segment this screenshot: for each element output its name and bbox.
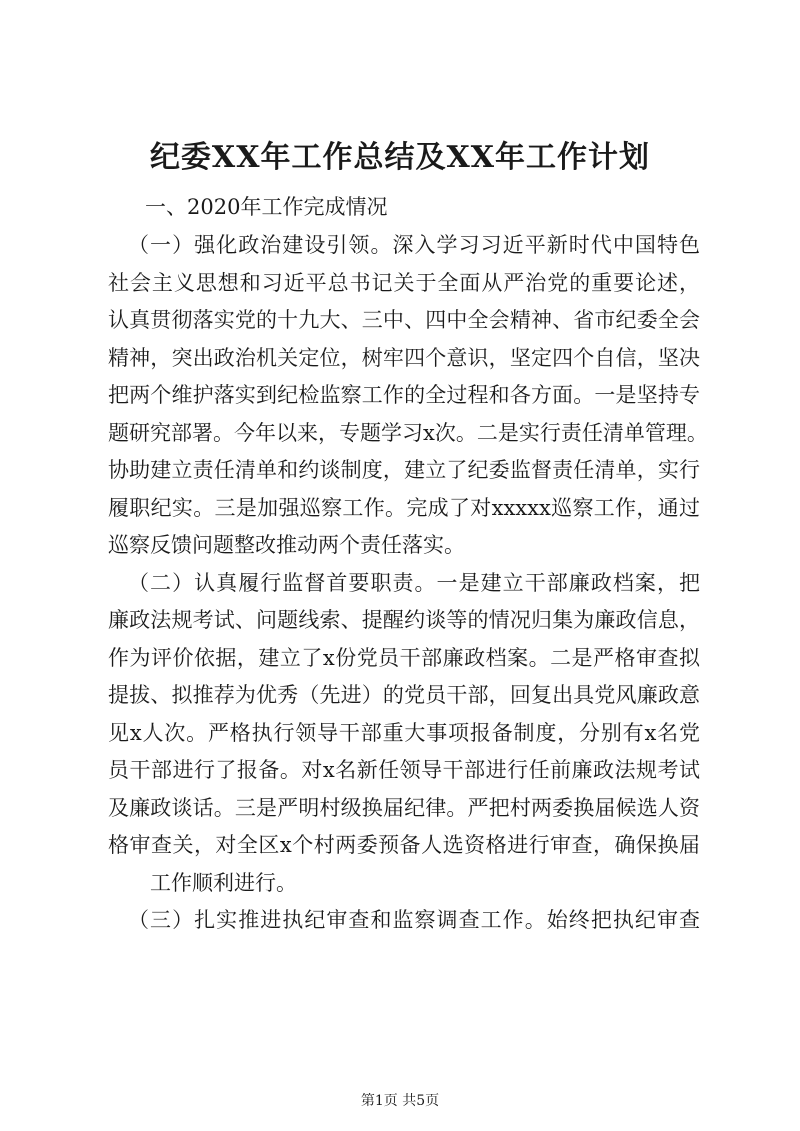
- body-line: 格审查关，对全区x个村两委预备人选资格进行审查，确保换届: [108, 833, 700, 857]
- body-line: 社会主义思想和习近平总书记关于全面从严治党的重要论述，: [108, 270, 700, 295]
- body-line: 作为评价依据，建立了x份党员干部廉政档案。二是严格审查拟: [108, 645, 700, 670]
- page-footer: 第1页 共5页: [360, 1093, 440, 1109]
- body-line: 员干部进行了报备。对x名新任领导干部进行任前廉政法规考试: [108, 758, 700, 782]
- body-line: 精神，突出政治机关定位，树牢四个意识，坚定四个自信，坚决: [108, 345, 700, 370]
- body-line: 把两个维护落实到纪检监察工作的全过程和各方面。一是坚持专: [108, 383, 700, 407]
- body-line: 工作顺利进行。: [150, 870, 297, 895]
- body-line: 提拔、拟推荐为优秀（先进）的党员干部，回复出具党风廉政意: [108, 683, 700, 707]
- body-line: 见x人次。严格执行领导干部重大事项报备制度，分别有x名党: [108, 720, 700, 745]
- body-line: （三）扎实推进执纪审查和监察调查工作。始终把执纪审查: [128, 908, 700, 932]
- body-line: 履职纪实。三是加强巡察工作。完成了对xxxxx巡察工作，通过: [108, 495, 700, 520]
- body-line: 廉政法规考试、问题线索、提醒约谈等的情况归集为廉政信息，: [108, 608, 700, 632]
- body-line: 认真贯彻落实党的十九大、三中、四中全会精神、省市纪委全会: [108, 308, 700, 332]
- body-line: 巡察反馈问题整改推动两个责任落实。: [108, 533, 465, 557]
- body-line: 协助建立责任清单和约谈制度，建立了纪委监督责任清单，实行: [108, 458, 700, 482]
- body-line: 题研究部署。今年以来，专题学习x次。二是实行责任清单管理。: [108, 420, 708, 445]
- body-line: （二）认真履行监督首要职责。一是建立干部廉政档案，把: [128, 570, 700, 595]
- body-line: （一）强化政治建设引领。深入学习习近平新时代中国特色: [128, 233, 700, 257]
- body-line: 及廉政谈话。三是严明村级换届纪律。严把村两委换届候选人资: [108, 795, 700, 820]
- document-title: 纪委XX年工作总结及XX年工作计划: [149, 140, 651, 175]
- section-heading: 一、2020年工作完成情况: [145, 195, 388, 219]
